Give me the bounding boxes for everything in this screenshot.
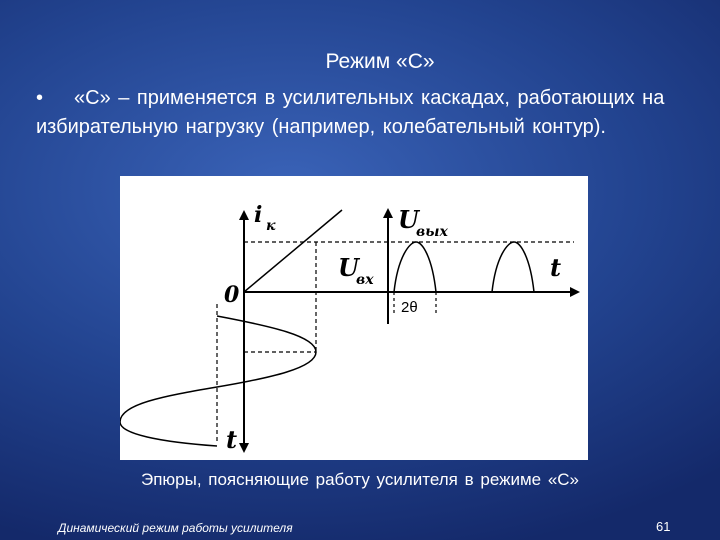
slide-title: Режим «С» — [325, 50, 435, 73]
origin-label: 0 — [224, 282, 240, 308]
figure-caption: Эпюры, поясняющие работу усилителя в режиме «С» — [140, 470, 580, 489]
page-number: 61 — [656, 519, 671, 534]
footer-title: Динамический режим работы усилителя — [58, 521, 293, 535]
uout-label: U — [398, 205, 419, 234]
ik-label-sub: к — [266, 218, 276, 234]
uin-label: U — [338, 253, 359, 282]
bullet-text: «С» – применяется в усилительных каскадах, работающих на избирательную нагрузку (например, колебательный контур). — [36, 87, 665, 138]
body-text — [36, 84, 706, 142]
waveform-diagram — [120, 176, 588, 460]
input-sine-wave — [120, 316, 316, 446]
two-theta-label: 2θ — [401, 299, 418, 316]
t-right-label: t — [550, 253, 562, 282]
output-pulse-2 — [492, 242, 534, 292]
bullet-marker: • — [36, 87, 44, 109]
t-down-label: t — [226, 425, 238, 454]
uin-label-sub: вх — [356, 272, 374, 288]
output-pulse-1 — [394, 242, 436, 292]
waveform-svg — [120, 176, 588, 460]
ik-label: i — [254, 202, 263, 228]
uout-label-sub: вых — [416, 224, 448, 240]
